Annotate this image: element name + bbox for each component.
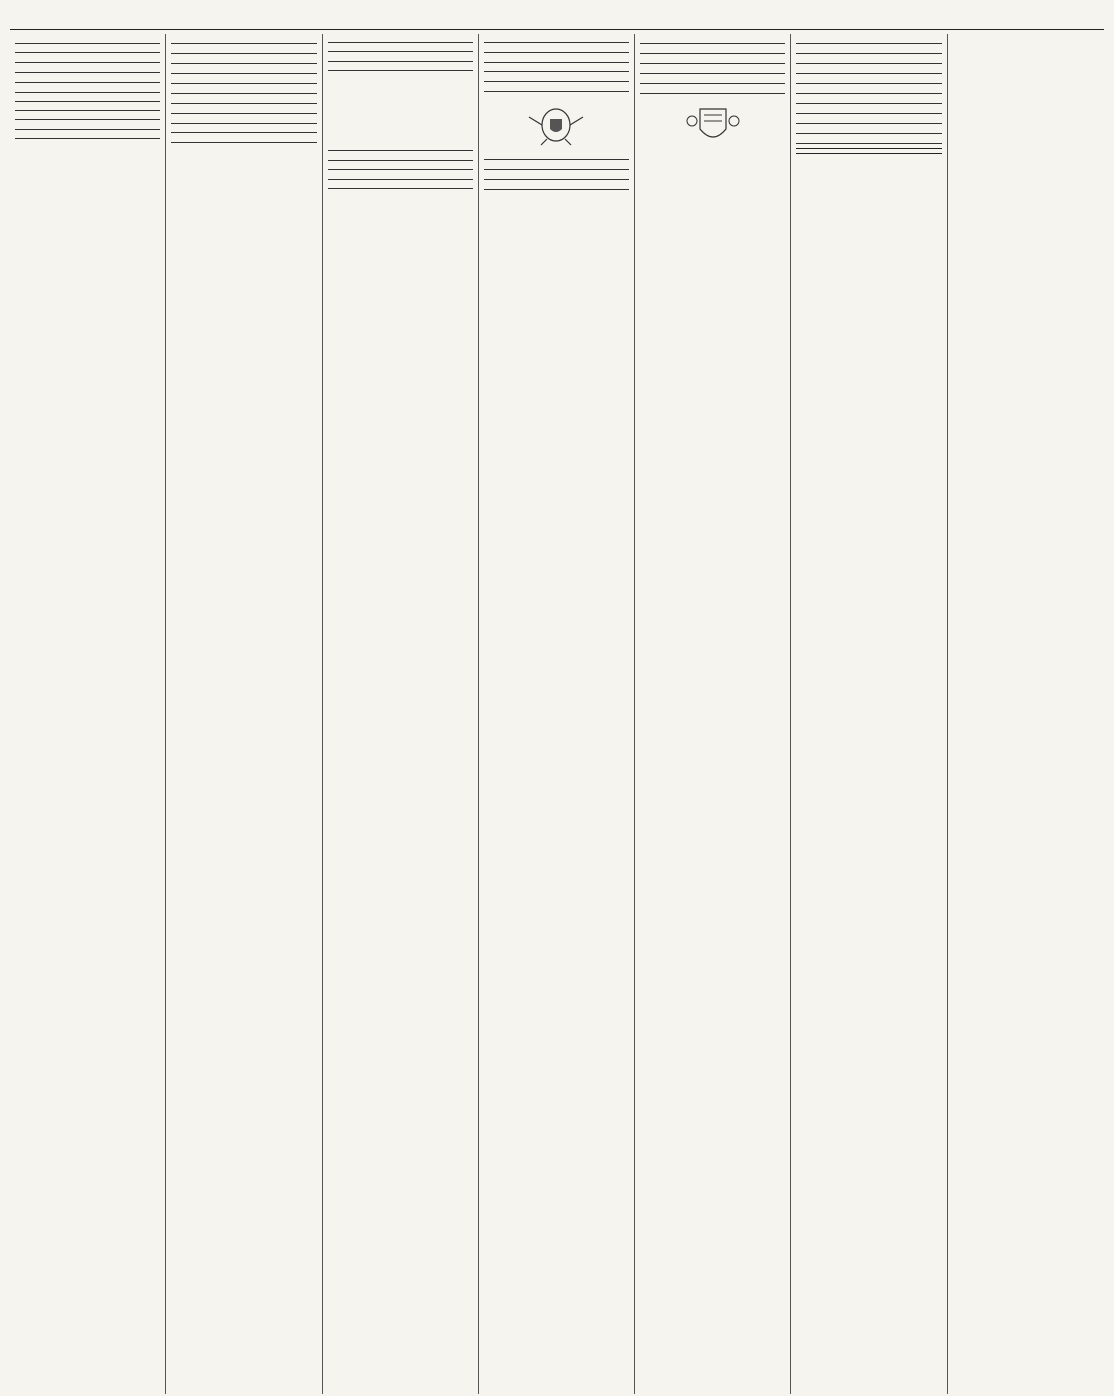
ad-provincial-hotel [15,102,160,111]
ad-allan-campbell [796,104,941,114]
column-4 [479,34,635,1394]
ad-commercial-hotel-tokomairiro [171,54,316,64]
ad-tuapeka-ironmongery [15,34,160,44]
ad-bendigo-hotel [484,170,629,180]
ad-limbrick-hotel [484,190,629,199]
ad-shoeing-forge [484,34,629,43]
ad-newmarket-hotel [796,34,941,44]
office-list [328,76,473,146]
coat-of-arms-icon [517,99,595,147]
columns [10,34,1104,1394]
ad-crown-hotel-stables [796,54,941,64]
ad-alex-matheson [328,43,473,52]
ad-nicholsons-hotel [640,74,785,84]
ad-maravilla-cocoa [640,84,785,94]
ad-benjamin-peers [171,94,316,104]
masthead [10,6,1104,30]
ad-notice-poison [640,54,785,64]
ad-important-notice [328,170,473,180]
column-5 [635,34,791,1394]
ad-matheson-hotel [328,34,473,43]
ad-government-annuities [328,71,473,151]
column-7 [948,34,1104,1394]
ad-m-marshall [484,82,629,92]
ad-j-mneil [796,114,941,124]
ad-royal-hotel [640,64,785,74]
column-2 [166,34,322,1394]
ad-edward-aldridge [484,43,629,53]
ad-victoria-insurance [484,92,629,160]
directory-title [796,148,941,154]
column-1 [10,34,166,1394]
ad-notice-to-miners [15,120,160,130]
ad-port-phillip-hotel [484,53,629,63]
ad-crown-hotel [796,44,941,54]
ad-kam-tin-leung [15,44,160,53]
ad-waipori-hotel [15,73,160,83]
ad-james-keir [171,84,316,94]
ad-balclutha-restaurant [796,84,941,94]
ad-dunstan-coalpit [484,160,629,170]
ad-manuka-flat-hotel [171,124,316,133]
ad-frankton-hotel [640,34,785,44]
office-labels [328,76,389,146]
ad-thistle-hotel [15,93,160,102]
ad-monopoly [171,104,316,114]
ad-victoria-store [484,63,629,72]
ad-robert-burns-hotel [796,134,941,144]
ad-capstick [171,44,316,54]
ad-crookston-hotel [328,62,473,71]
ad-balclutha-hotel [796,74,941,84]
ad-free-trade-butchery [15,83,160,93]
ad-william-hall [15,53,160,63]
ad-gazette-extract [328,189,473,198]
ad-news [484,72,629,82]
column-6 [791,34,947,1394]
ad-farmers-arms-hotel [796,64,941,74]
ad-reliance-hotel [328,151,473,161]
ad-glenkenich-mills [171,114,316,124]
business-directory [796,148,941,154]
ad-robin-and-co [328,161,473,170]
ad-nieper-hotel [328,180,473,189]
ad-bridge-hotel [15,130,160,139]
ad-nobles-hotel [171,64,316,74]
office-towns [389,76,473,146]
crest-icon [674,101,752,149]
column-3 [323,34,479,1394]
ad-james-goodall [171,34,316,44]
ad-john-jamie [796,94,941,104]
ad-miners-butchery [15,63,160,73]
ad-john-cole-chapple [484,180,629,190]
ad-commercial-hotel-tapanui [171,74,316,84]
ad-harraway-robertson [15,111,160,120]
ad-james-rattray [796,124,941,134]
ad-camp-hotel [328,52,473,62]
ad-junction-hotel [171,133,316,143]
ad-lea-and-perrins [640,94,785,162]
ad-notice-depasturing [640,44,785,54]
